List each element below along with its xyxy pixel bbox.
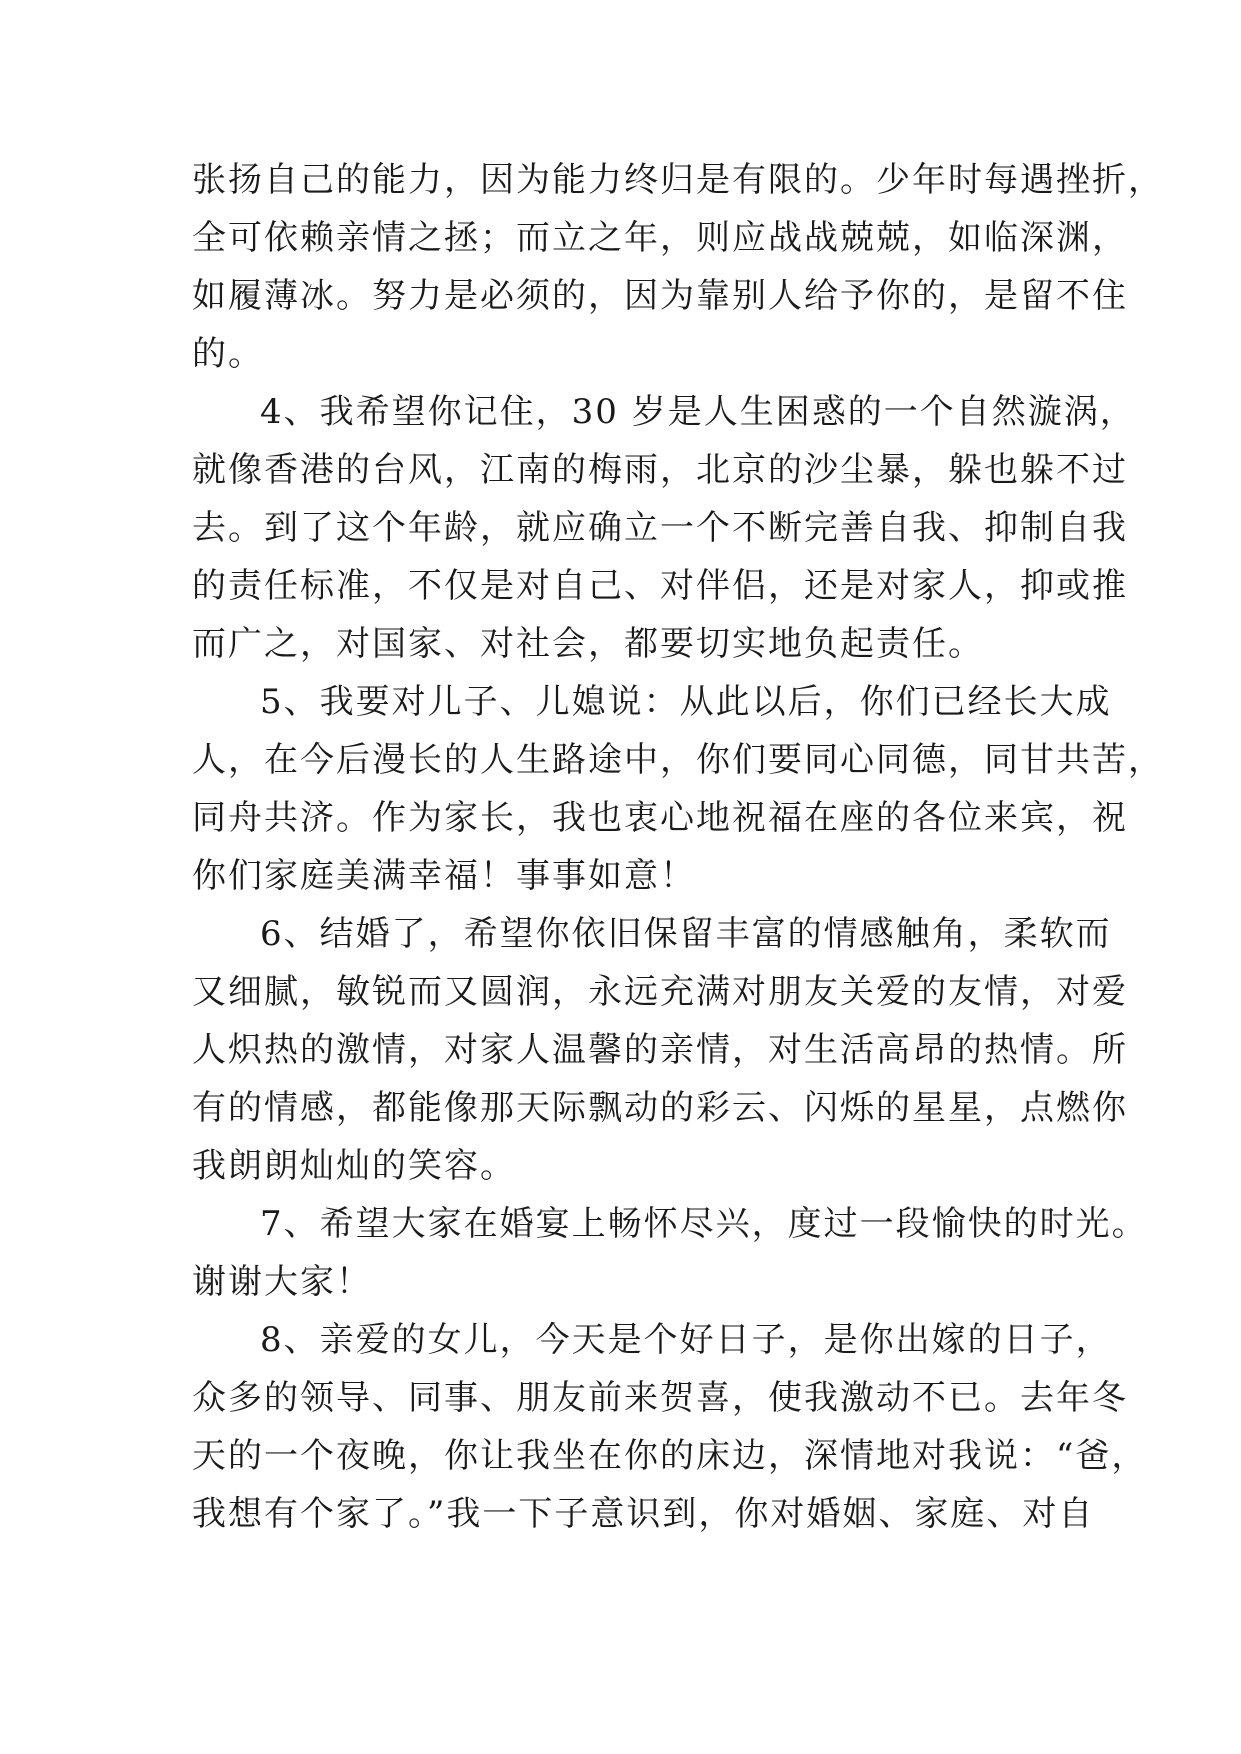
text-line: 的。 [192,334,264,374]
text-line: 人，在今后漫长的人生路途中，你们要同心同德，同甘共苦， [192,740,1164,780]
text-line: 你们家庭美满幸福！事事如意！ [192,856,696,896]
paragraph-first-line: 5、我要对儿子、儿媳说：从此以后，你们已经长大成 [260,682,1112,722]
text-line: 又细腻，敏锐而又圆润，永远充满对朋友关爱的友情，对爱 [192,972,1128,1012]
text-line: 如履薄冰。努力是必须的，因为靠别人给予你的，是留不住 [192,276,1128,316]
body-text [192,151,1164,1543]
text-line: 天的一个夜晚，你让我坐在你的床边，深情地对我说：“爸， [192,1436,1148,1476]
text-line: 有的情感，都能像那天际飘动的彩云、闪烁的星星，点燃你 [192,1088,1128,1128]
text-line: 去。到了这个年龄，就应确立一个不断完善自我、抑制自我 [192,508,1128,548]
paragraph-first-line: 4、我希望你记住，30 岁是人生困惑的一个自然漩涡， [260,392,1136,432]
text-line: 我想有个家了。”我一下子意识到，你对婚姻、家庭、对自 [192,1494,1095,1534]
text-line: 而广之，对国家、对社会，都要切实地负起责任。 [192,624,984,664]
paragraph-first-line: 6、结婚了，希望你依旧保留丰富的情感触角，柔软而 [260,914,1112,954]
text-line: 张扬自己的能力，因为能力终归是有限的。少年时每遇挫折， [192,160,1164,200]
text-line: 我朗朗灿灿的笑容。 [192,1146,516,1186]
paragraph-first-line: 8、亲爱的女儿，今天是个好日子，是你出嫁的日子， [260,1320,1112,1360]
text-line: 全可依赖亲情之拯；而立之年，则应战战兢兢，如临深渊， [192,218,1128,258]
text-line: 同舟共济。作为家长，我也衷心地祝福在座的各位来宾，祝 [192,798,1128,838]
paragraph-first-line: 7、希望大家在婚宴上畅怀尽兴，度过一段愉快的时光。 [260,1204,1148,1244]
text-line: 的责任标准，不仅是对自己、对伴侣，还是对家人，抑或推 [192,566,1128,606]
text-line: 谢谢大家！ [192,1262,372,1302]
text-line: 就像香港的台风，江南的梅雨，北京的沙尘暴，躲也躲不过 [192,450,1128,490]
text-line: 人炽热的激情，对家人温馨的亲情，对生活高昂的热情。所 [192,1030,1128,1070]
text-line: 众多的领导、同事、朋友前来贺喜，使我激动不已。去年冬 [192,1378,1128,1418]
